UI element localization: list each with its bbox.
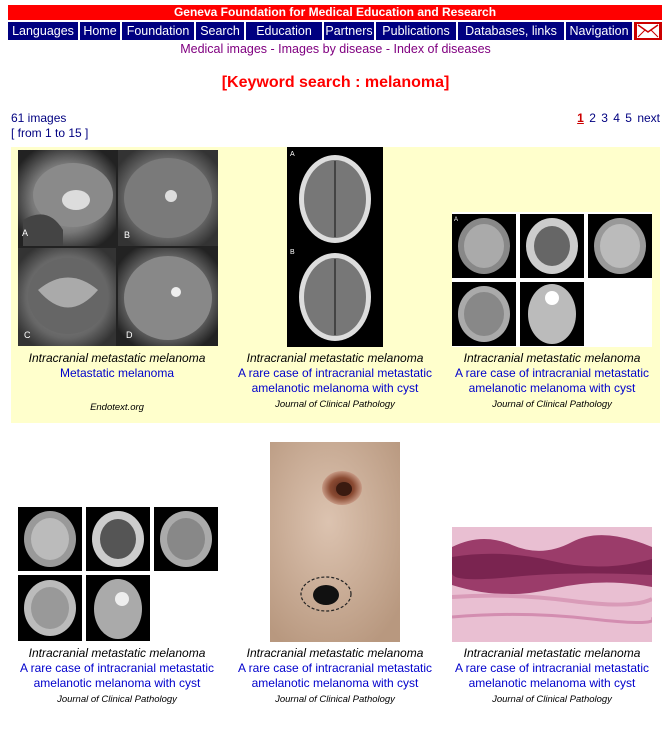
image-source: Endotext.org bbox=[90, 402, 144, 413]
image-source: Journal of Clinical Pathology bbox=[492, 694, 612, 705]
result-image-6[interactable] bbox=[452, 527, 652, 642]
svg-text:A: A bbox=[290, 151, 295, 158]
mail-button[interactable] bbox=[634, 22, 662, 40]
nav-search[interactable]: Search bbox=[196, 22, 244, 40]
image-source: Journal of Clinical Pathology bbox=[492, 399, 612, 410]
nav-home[interactable]: Home bbox=[80, 22, 120, 40]
pagination bbox=[575, 111, 660, 125]
histology-image bbox=[452, 527, 652, 642]
image-caption: Intracranial metastatic melanoma bbox=[28, 351, 206, 365]
svg-text:B: B bbox=[290, 249, 295, 256]
envelope-icon bbox=[637, 24, 659, 38]
next-page-link[interactable]: next bbox=[637, 111, 660, 125]
image-caption: Intracranial metastatic melanoma bbox=[28, 646, 206, 660]
result-image-4[interactable] bbox=[18, 507, 218, 642]
svg-text:A: A bbox=[22, 228, 29, 238]
svg-text:D: D bbox=[126, 330, 133, 340]
image-caption: Intracranial metastatic melanoma bbox=[463, 351, 641, 365]
nav-foundation[interactable]: Foundation bbox=[122, 22, 194, 40]
result-image-2[interactable] bbox=[287, 147, 383, 347]
page-2-link[interactable]: 2 bbox=[589, 111, 596, 125]
result-count bbox=[11, 111, 88, 141]
image-count: 61 images bbox=[11, 111, 67, 125]
page-4-link[interactable]: 4 bbox=[613, 111, 620, 125]
result-item-3 bbox=[443, 351, 661, 411]
image-title-link[interactable]: A rare case of intracranial metastatic amelanotic melanoma with cyst bbox=[19, 661, 215, 690]
image-caption: Intracranial metastatic melanoma bbox=[463, 646, 641, 660]
breadcrumb-index-of-diseases[interactable]: Index of diseases bbox=[393, 42, 491, 56]
nav-languages[interactable]: Languages bbox=[8, 22, 78, 40]
breadcrumb-images-by-disease[interactable]: Images by disease bbox=[278, 42, 383, 56]
image-title-link[interactable]: A rare case of intracranial metastatic amelanotic melanoma with cyst bbox=[237, 661, 433, 690]
nav-databases-links[interactable]: Databases, links bbox=[458, 22, 564, 40]
result-image-3[interactable] bbox=[452, 212, 652, 347]
svg-text:C: C bbox=[24, 330, 31, 340]
page-1-link[interactable]: 1 bbox=[577, 111, 584, 125]
image-source: Journal of Clinical Pathology bbox=[57, 694, 177, 705]
image-title-link[interactable]: Metastatic melanoma bbox=[59, 366, 175, 380]
image-caption: Intracranial metastatic melanoma bbox=[246, 351, 424, 365]
breadcrumb-medical-images[interactable]: Medical images bbox=[180, 42, 268, 56]
svg-text:A: A bbox=[454, 217, 459, 223]
nav-publications[interactable]: Publications bbox=[376, 22, 456, 40]
result-image-5[interactable] bbox=[270, 442, 400, 642]
result-image-1[interactable] bbox=[18, 150, 218, 346]
image-title-link[interactable]: A rare case of intracranial metastatic amelanotic melanoma with cyst bbox=[454, 661, 650, 690]
image-source: Journal of Clinical Pathology bbox=[275, 399, 395, 410]
page-title: [Keyword search : melanoma] bbox=[221, 74, 450, 91]
breadcrumb-separator: - bbox=[267, 42, 279, 56]
nav-navigation[interactable]: Navigation bbox=[566, 22, 632, 40]
skin-lesion-photo bbox=[270, 442, 400, 642]
site-banner: Geneva Foundation for Medical Education and Research bbox=[8, 5, 662, 20]
page-5-link[interactable]: 5 bbox=[625, 111, 632, 125]
breadcrumb-separator: - bbox=[382, 42, 394, 56]
image-title-link[interactable]: A rare case of intracranial metastatic amelanotic melanoma with cyst bbox=[237, 366, 433, 395]
result-item-5 bbox=[226, 646, 444, 706]
result-item-2 bbox=[226, 351, 444, 411]
mri-grid-image bbox=[452, 212, 652, 347]
svg-text:B: B bbox=[124, 230, 131, 240]
page-3-link[interactable]: 3 bbox=[601, 111, 608, 125]
result-item-1 bbox=[8, 351, 226, 414]
breadcrumb bbox=[0, 42, 671, 56]
mri-grid-image bbox=[18, 507, 218, 642]
image-title-link[interactable]: A rare case of intracranial metastatic amelanotic melanoma with cyst bbox=[454, 366, 650, 395]
image-caption: Intracranial metastatic melanoma bbox=[246, 646, 424, 660]
result-item-6 bbox=[443, 646, 661, 706]
mri-four-panel-image bbox=[18, 150, 218, 346]
nav-partners[interactable]: Partners bbox=[325, 24, 373, 38]
main-nav bbox=[8, 22, 662, 40]
result-item-4 bbox=[8, 646, 226, 706]
ct-scan-image bbox=[287, 147, 383, 347]
image-source: Journal of Clinical Pathology bbox=[275, 694, 395, 705]
result-range: [ from 1 to 15 ] bbox=[11, 126, 89, 140]
nav-education[interactable]: Education bbox=[246, 22, 322, 40]
